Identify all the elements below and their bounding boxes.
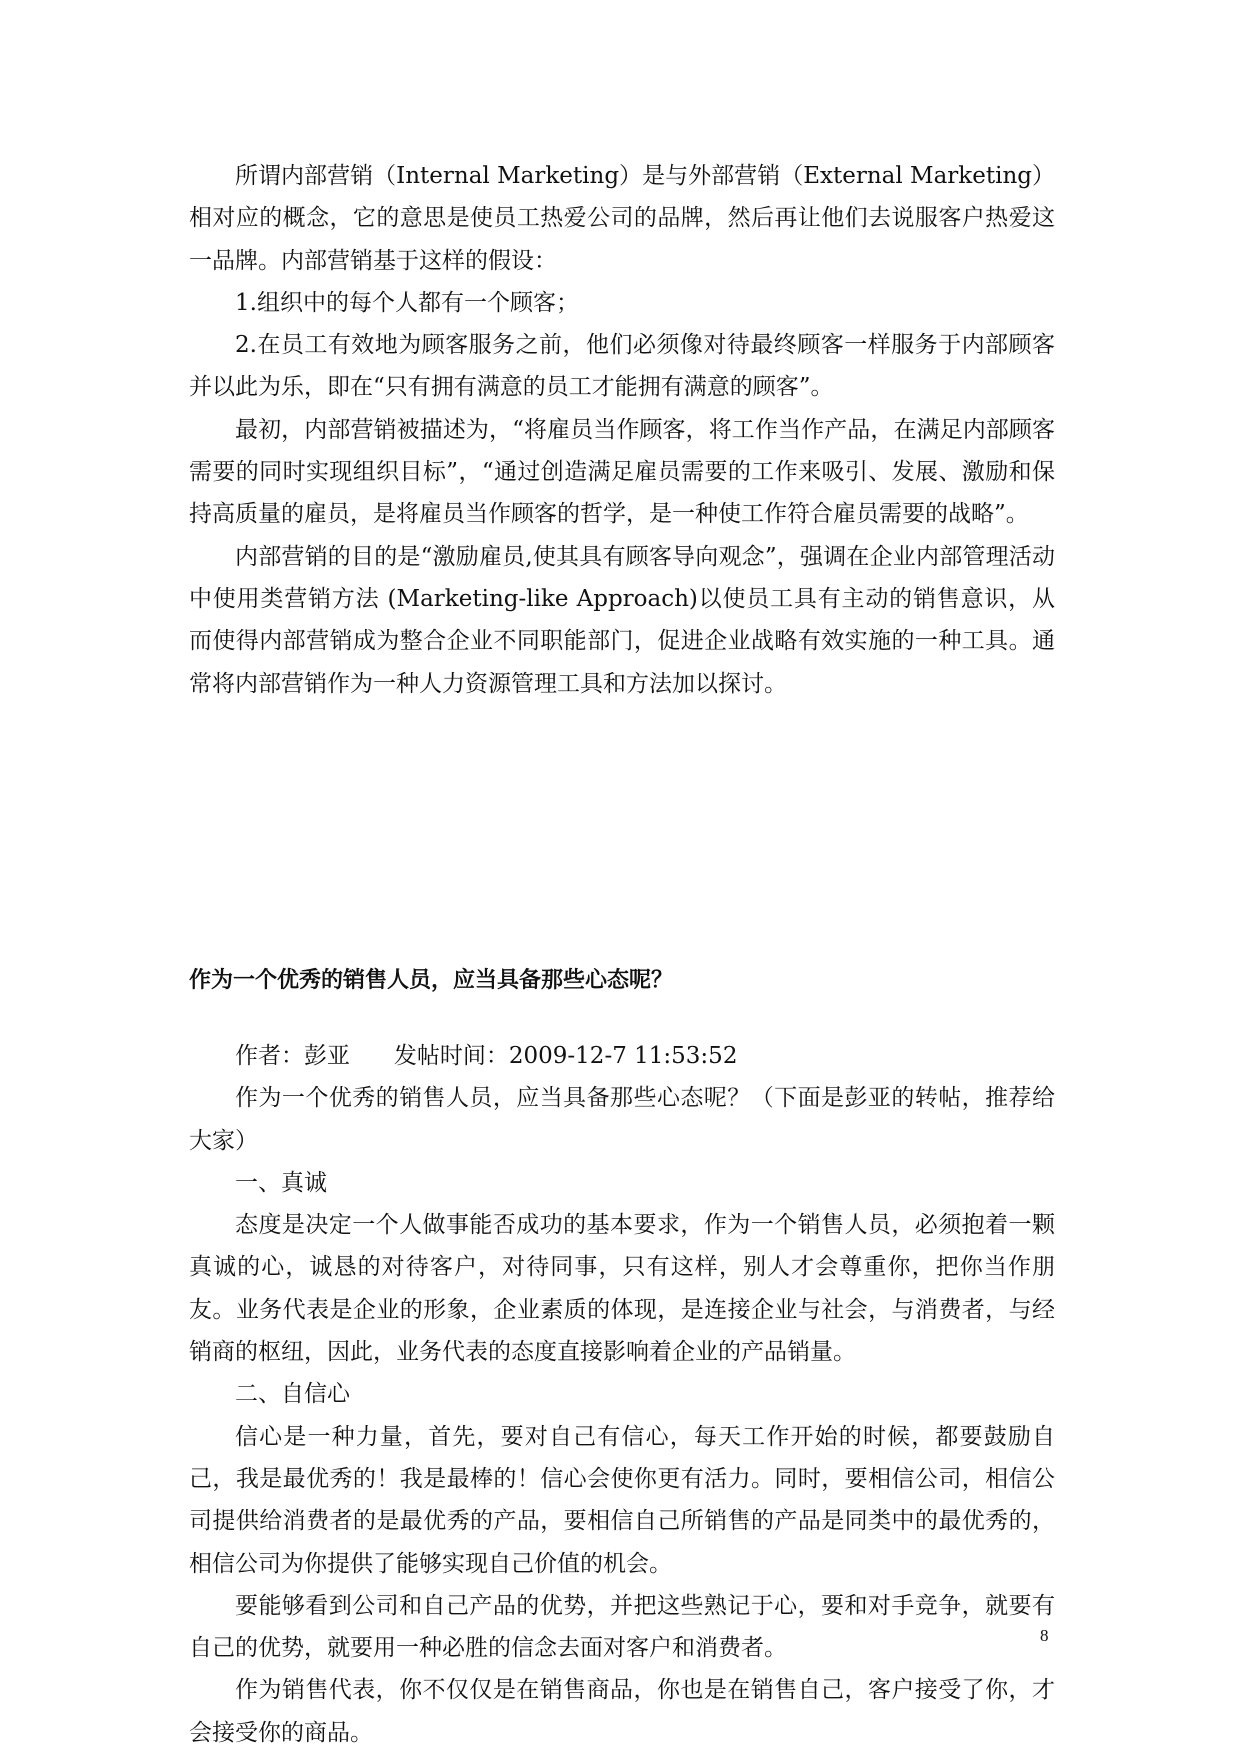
section-heading-sincerity: 一、真诚 bbox=[235, 1169, 327, 1196]
body-paragraph: 2.在员工有效地为顾客服务之前，他们必须像对待最终顾客一样服务于内部顾客并以此为乐，即在“只有拥有满意的员工才能拥有满意的顾客”。 bbox=[189, 332, 1055, 401]
article-paragraph: 要能够看到公司和自己产品的优势，并把这些熟记于心，要和对手竞争，就要有自己的优势，就要用一种必胜的信念去面对客户和消费者。 bbox=[189, 1592, 1055, 1662]
document-page bbox=[189, 155, 1055, 1746]
page-number: 8 bbox=[1040, 1626, 1049, 1645]
article-paragraph: 信心是一种力量，首先，要对自己有信心，每天工作开始的时候，都要鼓励自己，我是最优秀的！我是最棒的！信心会使你更有活力。同时，要相信公司，相信公司提供给消费者的是最优秀的产品，要相信自己所销售的产品是同类中的最优秀的，相信公司为你提供了能够实现自己价值的机会。 bbox=[189, 1423, 1055, 1577]
article-paragraph: 作为一个优秀的销售人员，应当具备那些心态呢？（下面是彭亚的转帖，推荐给大家） bbox=[189, 1085, 1055, 1154]
article-body bbox=[189, 1035, 1055, 1754]
body-paragraph: 所谓内部营销（Internal Marketing）是与外部营销（External Marketing）相对应的概念，它的意思是使员工热爱公司的品牌，然后再让他们去说服客户热爱这一品牌。内部营销基于这样的假设： bbox=[189, 163, 1055, 274]
article-paragraph: 态度是决定一个人做事能否成功的基本要求，作为一个销售人员，必须抱着一颗真诚的心，诚恳的对待客户，对待同事，只有这样，别人才会尊重你，把你当作朋友。业务代表是企业的形象，企业素质的体现，是连接企业与社会，与消费者，与经销商的枢纽，因此，业务代表的态度直接影响着企业的产品销量。 bbox=[189, 1212, 1055, 1366]
article-meta: 作者：彭亚 发帖时间：2009-12-7 11:53:52 bbox=[235, 1043, 738, 1069]
section-heading-confidence: 二、自信心 bbox=[235, 1381, 350, 1408]
body-paragraph: 最初，内部营销被描述为，“将雇员当作顾客，将工作当作产品，在满足内部顾客需要的同时实现组织目标”，“通过创造满足雇员需要的工作来吸引、发展、激励和保持高质量的雇员，是将雇员当作顾客的哲学，是一种使工作符合雇员需要的战略”。 bbox=[189, 416, 1055, 528]
article-title: 作为一个优秀的销售人员，应当具备那些心态呢？ bbox=[189, 968, 674, 993]
body-paragraph: 1.组织中的每个人都有一个顾客； bbox=[235, 289, 579, 316]
body-paragraph: 内部营销的目的是“激励雇员,使其具有顾客导向观念”，强调在企业内部管理活动中使用类营销方法 (Marketing-like Approach)以使员工具有主动的销售意识，从而使得内部营销成为整合企业不同职能部门，促进企业战略有效实施的一种工具。通常将内部营销作为一种人力资源管理工具和方法加以探讨。 bbox=[189, 543, 1055, 697]
article-paragraph: 作为销售代表，你不仅仅是在销售商品，你也是在销售自己，客户接受了你，才会接受你的商品。 bbox=[189, 1677, 1055, 1746]
